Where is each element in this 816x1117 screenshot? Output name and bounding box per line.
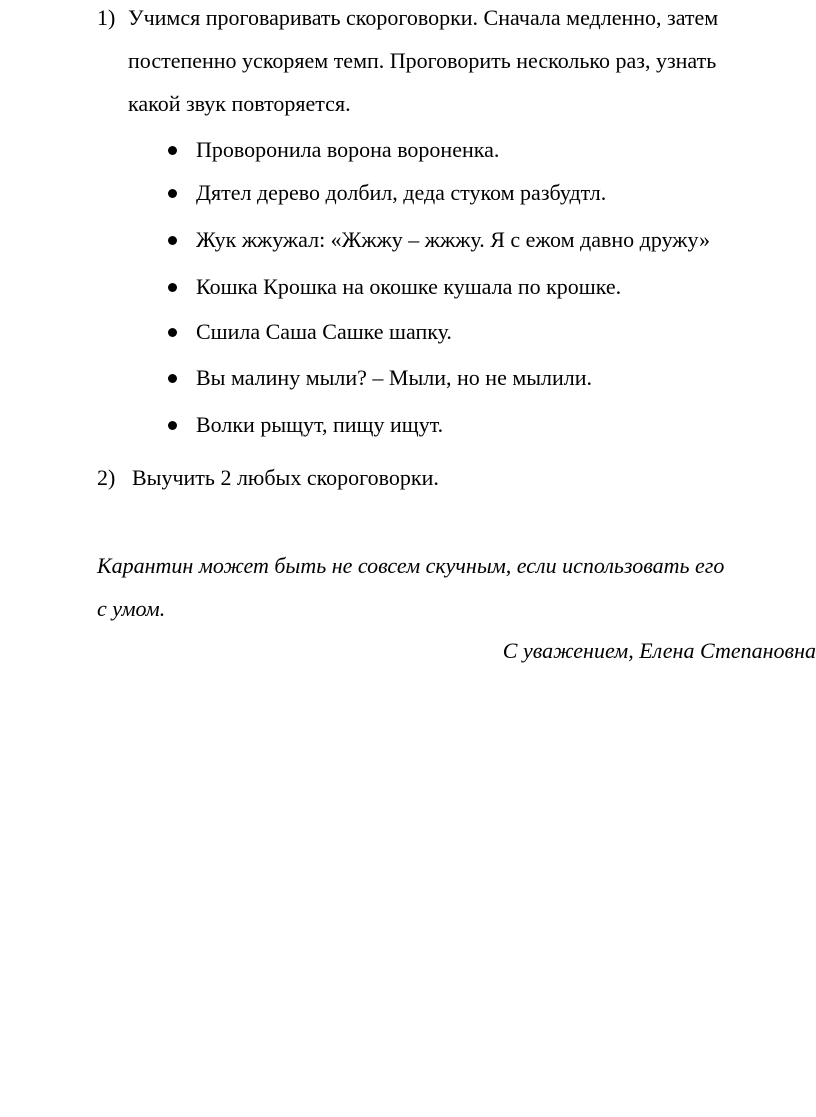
list-number-2: 2) <box>97 465 116 490</box>
bullet-text: Волки рыщут, пищу ищут. <box>196 412 444 437</box>
item1-line-2: постепенно ускоряем темп. Проговорить несколько раз, узнать <box>128 48 717 73</box>
signature: С уважением, Елена Степановна <box>502 638 816 663</box>
bullet-icon <box>168 421 177 430</box>
bullet-text: Дятел дерево долбил, деда стуком разбудтл. <box>196 180 607 205</box>
item2-text: Выучить 2 любых скороговорки. <box>132 465 439 490</box>
bullet-icon <box>168 283 177 292</box>
closing-line-1: Карантин может быть не совсем скучным, если использовать его <box>97 553 725 578</box>
bullet-text: Жук жжужал: «Жжжу – жжжу. Я с ежом давно дружу» <box>196 227 711 252</box>
item1-line-3: какой звук повторяется. <box>128 91 351 116</box>
closing-line-2: с умом. <box>97 596 166 621</box>
item1-line-1: Учимся проговаривать скороговорки. Сначала медленно, затем <box>128 5 719 30</box>
bullet-text: Сшила Саша Сашке шапку. <box>196 319 452 344</box>
bullet-icon <box>168 146 177 155</box>
bullet-text: Кошка Крошка на окошке кушала по крошке. <box>196 274 622 299</box>
bullet-text: Проворонила ворона вороненка. <box>196 137 500 162</box>
bullet-icon <box>168 374 177 383</box>
bullet-icon <box>168 236 177 245</box>
bullet-icon <box>168 328 177 337</box>
list-number-1: 1) <box>97 5 116 30</box>
bullet-icon <box>168 189 177 198</box>
bullet-text: Вы малину мыли? – Мыли, но не мылили. <box>196 365 593 390</box>
